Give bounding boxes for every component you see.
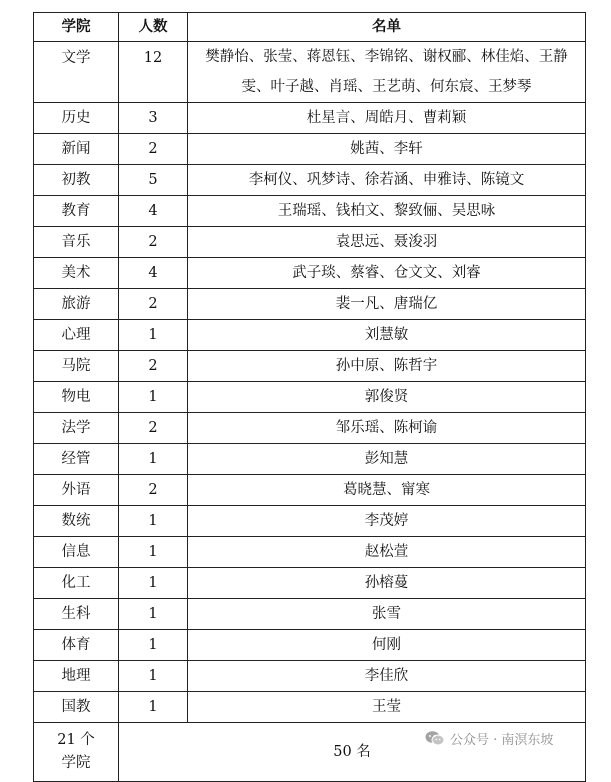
college-cell: 法学 xyxy=(34,413,119,444)
total-college-line1: 21 个 xyxy=(57,732,95,748)
names-cell: 姚茜、李轩 xyxy=(188,134,586,165)
college-cell: 文学 xyxy=(34,42,119,103)
college-cell: 历史 xyxy=(34,103,119,134)
names-cell: 孙中原、陈哲宇 xyxy=(188,351,586,382)
college-cell: 物电 xyxy=(34,382,119,413)
wechat-icon xyxy=(425,730,445,746)
count-cell: 4 xyxy=(119,258,188,289)
college-cell: 数统 xyxy=(34,506,119,537)
count-cell: 1 xyxy=(119,320,188,351)
names-cell: 杜星言、周皓月、曹莉颖 xyxy=(188,103,586,134)
total-college-line2: 学院 xyxy=(61,755,91,771)
count-cell: 1 xyxy=(119,537,188,568)
table-row xyxy=(34,506,586,537)
table-row xyxy=(34,382,586,413)
college-cell: 化工 xyxy=(34,568,119,599)
college-cell: 初教 xyxy=(34,165,119,196)
college-cell: 新闻 xyxy=(34,134,119,165)
college-cell: 心理 xyxy=(34,320,119,351)
college-cell: 信息 xyxy=(34,537,119,568)
names-cell: 孙榕蔓 xyxy=(188,568,586,599)
count-cell: 5 xyxy=(119,165,188,196)
watermark-text: 公众号 · 南溟东坡 xyxy=(450,732,554,748)
names-cell: 李茂婷 xyxy=(188,506,586,537)
table-row xyxy=(34,258,586,289)
names-cell: 李柯仪、巩梦诗、徐若涵、申雅诗、陈镜文 xyxy=(188,165,586,196)
count-cell: 2 xyxy=(119,134,188,165)
count-cell: 12 xyxy=(119,42,188,103)
count-cell: 1 xyxy=(119,630,188,661)
table-row xyxy=(34,661,586,692)
count-cell: 1 xyxy=(119,568,188,599)
college-cell: 生科 xyxy=(34,599,119,630)
table-row xyxy=(34,320,586,351)
table-row xyxy=(34,475,586,506)
count-cell: 1 xyxy=(119,506,188,537)
names-cell: 彭知慧 xyxy=(188,444,586,475)
table-row xyxy=(34,351,586,382)
count-cell: 2 xyxy=(119,289,188,320)
count-cell: 3 xyxy=(119,103,188,134)
count-cell: 1 xyxy=(119,661,188,692)
college-cell: 国教 xyxy=(34,692,119,723)
watermark xyxy=(425,727,553,749)
table-row xyxy=(34,134,586,165)
names-cell: 何刚 xyxy=(188,630,586,661)
table-row xyxy=(34,692,586,723)
names-cell: 袁思远、聂浚羽 xyxy=(188,227,586,258)
college-roster-table xyxy=(33,12,586,782)
table-row xyxy=(34,413,586,444)
table-row xyxy=(34,537,586,568)
names-cell: 裴一凡、唐瑞亿 xyxy=(188,289,586,320)
college-cell: 音乐 xyxy=(34,227,119,258)
header-names: 名单 xyxy=(188,13,586,42)
count-cell: 1 xyxy=(119,599,188,630)
college-cell: 地理 xyxy=(34,661,119,692)
table-row xyxy=(34,165,586,196)
table-row xyxy=(34,568,586,599)
college-cell: 美术 xyxy=(34,258,119,289)
college-cell: 外语 xyxy=(34,475,119,506)
total-college-cell xyxy=(34,723,119,782)
count-cell: 2 xyxy=(119,227,188,258)
names-cell: 武子琰、蔡睿、仓文文、刘睿 xyxy=(188,258,586,289)
count-cell: 1 xyxy=(119,382,188,413)
count-cell: 1 xyxy=(119,444,188,475)
college-cell: 教育 xyxy=(34,196,119,227)
names-cell: 王瑞瑶、钱柏文、黎致俪、吴思咏 xyxy=(188,196,586,227)
count-cell: 2 xyxy=(119,351,188,382)
table-row xyxy=(34,444,586,475)
college-cell: 马院 xyxy=(34,351,119,382)
names-cell: 张雪 xyxy=(188,599,586,630)
table-row xyxy=(34,289,586,320)
names-cell: 郭俊贤 xyxy=(188,382,586,413)
names-cell: 葛晓慧、甯寒 xyxy=(188,475,586,506)
names-cell: 赵松萱 xyxy=(188,537,586,568)
college-cell: 体育 xyxy=(34,630,119,661)
total-count-cell: 50 名 xyxy=(119,723,586,782)
table-row xyxy=(34,599,586,630)
table-row xyxy=(34,42,586,103)
count-cell: 1 xyxy=(119,692,188,723)
header-college: 学院 xyxy=(34,13,119,42)
names-cell: 王莹 xyxy=(188,692,586,723)
count-cell: 4 xyxy=(119,196,188,227)
names-cell: 刘慧敏 xyxy=(188,320,586,351)
names-cell: 邹乐瑶、陈柯谕 xyxy=(188,413,586,444)
header-count: 人数 xyxy=(119,13,188,42)
count-cell: 2 xyxy=(119,413,188,444)
table-row xyxy=(34,196,586,227)
college-cell: 旅游 xyxy=(34,289,119,320)
names-cell: 李佳欣 xyxy=(188,661,586,692)
table-row xyxy=(34,103,586,134)
table-header-row xyxy=(34,13,586,42)
college-cell: 经管 xyxy=(34,444,119,475)
names-cell: 樊静怡、张莹、蒋恩钰、李锦铭、谢权郦、林佳焰、王静雯、叶子越、肖瑶、王艺萌、何东宸、王梦琴 xyxy=(188,42,586,103)
count-cell: 2 xyxy=(119,475,188,506)
table-row xyxy=(34,630,586,661)
table-row xyxy=(34,227,586,258)
